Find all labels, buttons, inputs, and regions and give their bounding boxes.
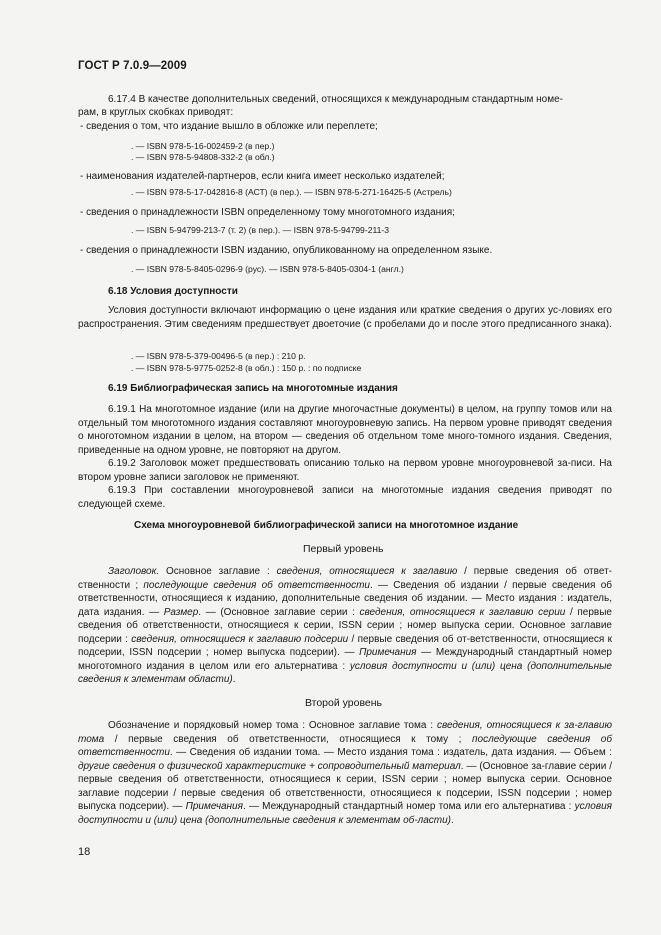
level-1-paragraph: Заголовок. Основное заглавие : сведения, относящиеся к заглавию / первые сведения об ответ-ственности ; последующие сведения об ответственности. — Сведения об издании / первые сведения об ответственности, относящиеся к изданию, дополнительные сведения об издании. — Место издания : издатель, дата издания. — Размер. — (Основное заглавие серии : сведения, относящиеся к заглавию серии / первые сведения об ответственности, относящиеся к серии, ISSN серии ; номер выпуска серии. Основное заглавие подсерии : сведения, относящиеся к заглавию подсерии / первые сведения об от-ветственности, относящиеся к подсерии, ISSN подсерии ; номер выпуска подсерии). — Примечания — Международный стандартный номер многотомного издания в целом или его альтернатива : условия доступности и (или) цена (дополнительные сведения к элементам области). [78, 566, 612, 685]
list-item-volume: - сведения о принадлежности ISBN определенному тому многотомного издания; [80, 207, 455, 218]
example-isbn: . — ISBN 978-5-17-042816-8 (АСТ) (в пер.). — ISBN 978-5-271-16425-5 (Астрель) [131, 187, 452, 197]
section-6-19-3-paragraph: 6.19.3 При составлении многоуровневой записи на многотомные издания сведения приводят по следующей схеме. [78, 485, 612, 510]
list-item-publishers: - наименования издателей-партнеров, если книга имеет несколько издателей; [80, 171, 445, 182]
page-number: 18 [78, 846, 91, 858]
schema-title: Схема многоуровневой библиографической записи на многотомное издание [134, 520, 519, 531]
section-6-17-4-intro-line2: рам, в круглых скобках приводят: [78, 107, 234, 118]
level-2-title: Второй уровень [305, 697, 383, 709]
level-1-title: Первый уровень [303, 543, 384, 555]
section-6-18-paragraph: Условия доступности включают информацию о цене издания или краткие сведения о других ус-ловиях его распространения. Этим сведениям предшествует двоеточие (с пробелами до и после этого предписанного знака). [78, 305, 612, 330]
section-heading-6-19: 6.19 Библиографическая запись на многотомные издания [108, 383, 398, 394]
example-isbn: . — ISBN 978-5-16-002459-2 (в пер.) [131, 141, 275, 151]
example-isbn: . — ISBN 978-5-8405-0296-9 (рус). — ISBN 978-5-8405-0304-1 (англ.) [131, 264, 404, 274]
example-isbn: . — ISBN 978-5-379-00496-5 (в пер.) : 210 р. [131, 351, 306, 361]
section-heading-6-18: 6.18 Условия доступности [108, 286, 238, 297]
level-2-paragraph: Обозначение и порядковый номер тома : Основное заглавие тома : сведения, относящиеся к за-главию тома / первые сведения об ответственности, относящиеся к тому ; последующие сведения об ответственности. — Сведения об издании тома. — Место издания тома : издатель, дата издания. — Объем : другие сведения о физической характеристике + сопроводительный материал. — (Основное за-главие серии / первые сведения об ответственности, относящиеся к серии, ISSN серии ; номер выпуска серии. Основное заглавие подсерии / первые сведения об ответственности, относящиеся к подсерии, ISSN подсерии ; номер выпуска подсерии). — Примечания. — Международный стандартный номер тома или его альтернатива : условия доступности и (или) цена (дополнительные сведения к элементам об-ласти). [78, 720, 612, 826]
section-6-19-1-paragraph: 6.19.1 На многотомное издание (или на другие многочастные документы) в целом, на группу томов или на отдельный том многотомного издания составляют многоуровневую запись. На первом уровне приводят сведения о многотомном издании в целом, на втором — сведения об отдельном томе много-томного издания. Сведения, приведенные на одном уровне, не повторяют на другом. [78, 404, 612, 456]
example-isbn: . — ISBN 5-94799-213-7 (т. 2) (в пер.). — ISBN 978-5-94799-211-3 [131, 225, 390, 235]
list-item-language: - сведения о принадлежности ISBN изданию, опубликованному на определенном языке. [80, 245, 493, 256]
example-isbn: . — ISBN 978-5-94808-332-2 (в обл.) [131, 152, 275, 162]
example-isbn: . — ISBN 978-5-9775-0252-8 (в обл.) : 150 р. : по подписке [131, 363, 362, 373]
document-header: ГОСТ Р 7.0.9—2009 [78, 60, 187, 72]
list-item-cover: - сведения о том, что издание вышло в обложке или переплете; [80, 121, 378, 132]
section-6-19-2-paragraph: 6.19.2 Заголовок может предшествовать описанию только на первом уровне многоуровневой за-писи. На втором уровне записи заголовок не применяют. [78, 458, 612, 483]
section-6-17-4-intro-line1: 6.17.4 В качестве дополнительных сведений, относящихся к международным стандартным номе- [108, 94, 563, 105]
